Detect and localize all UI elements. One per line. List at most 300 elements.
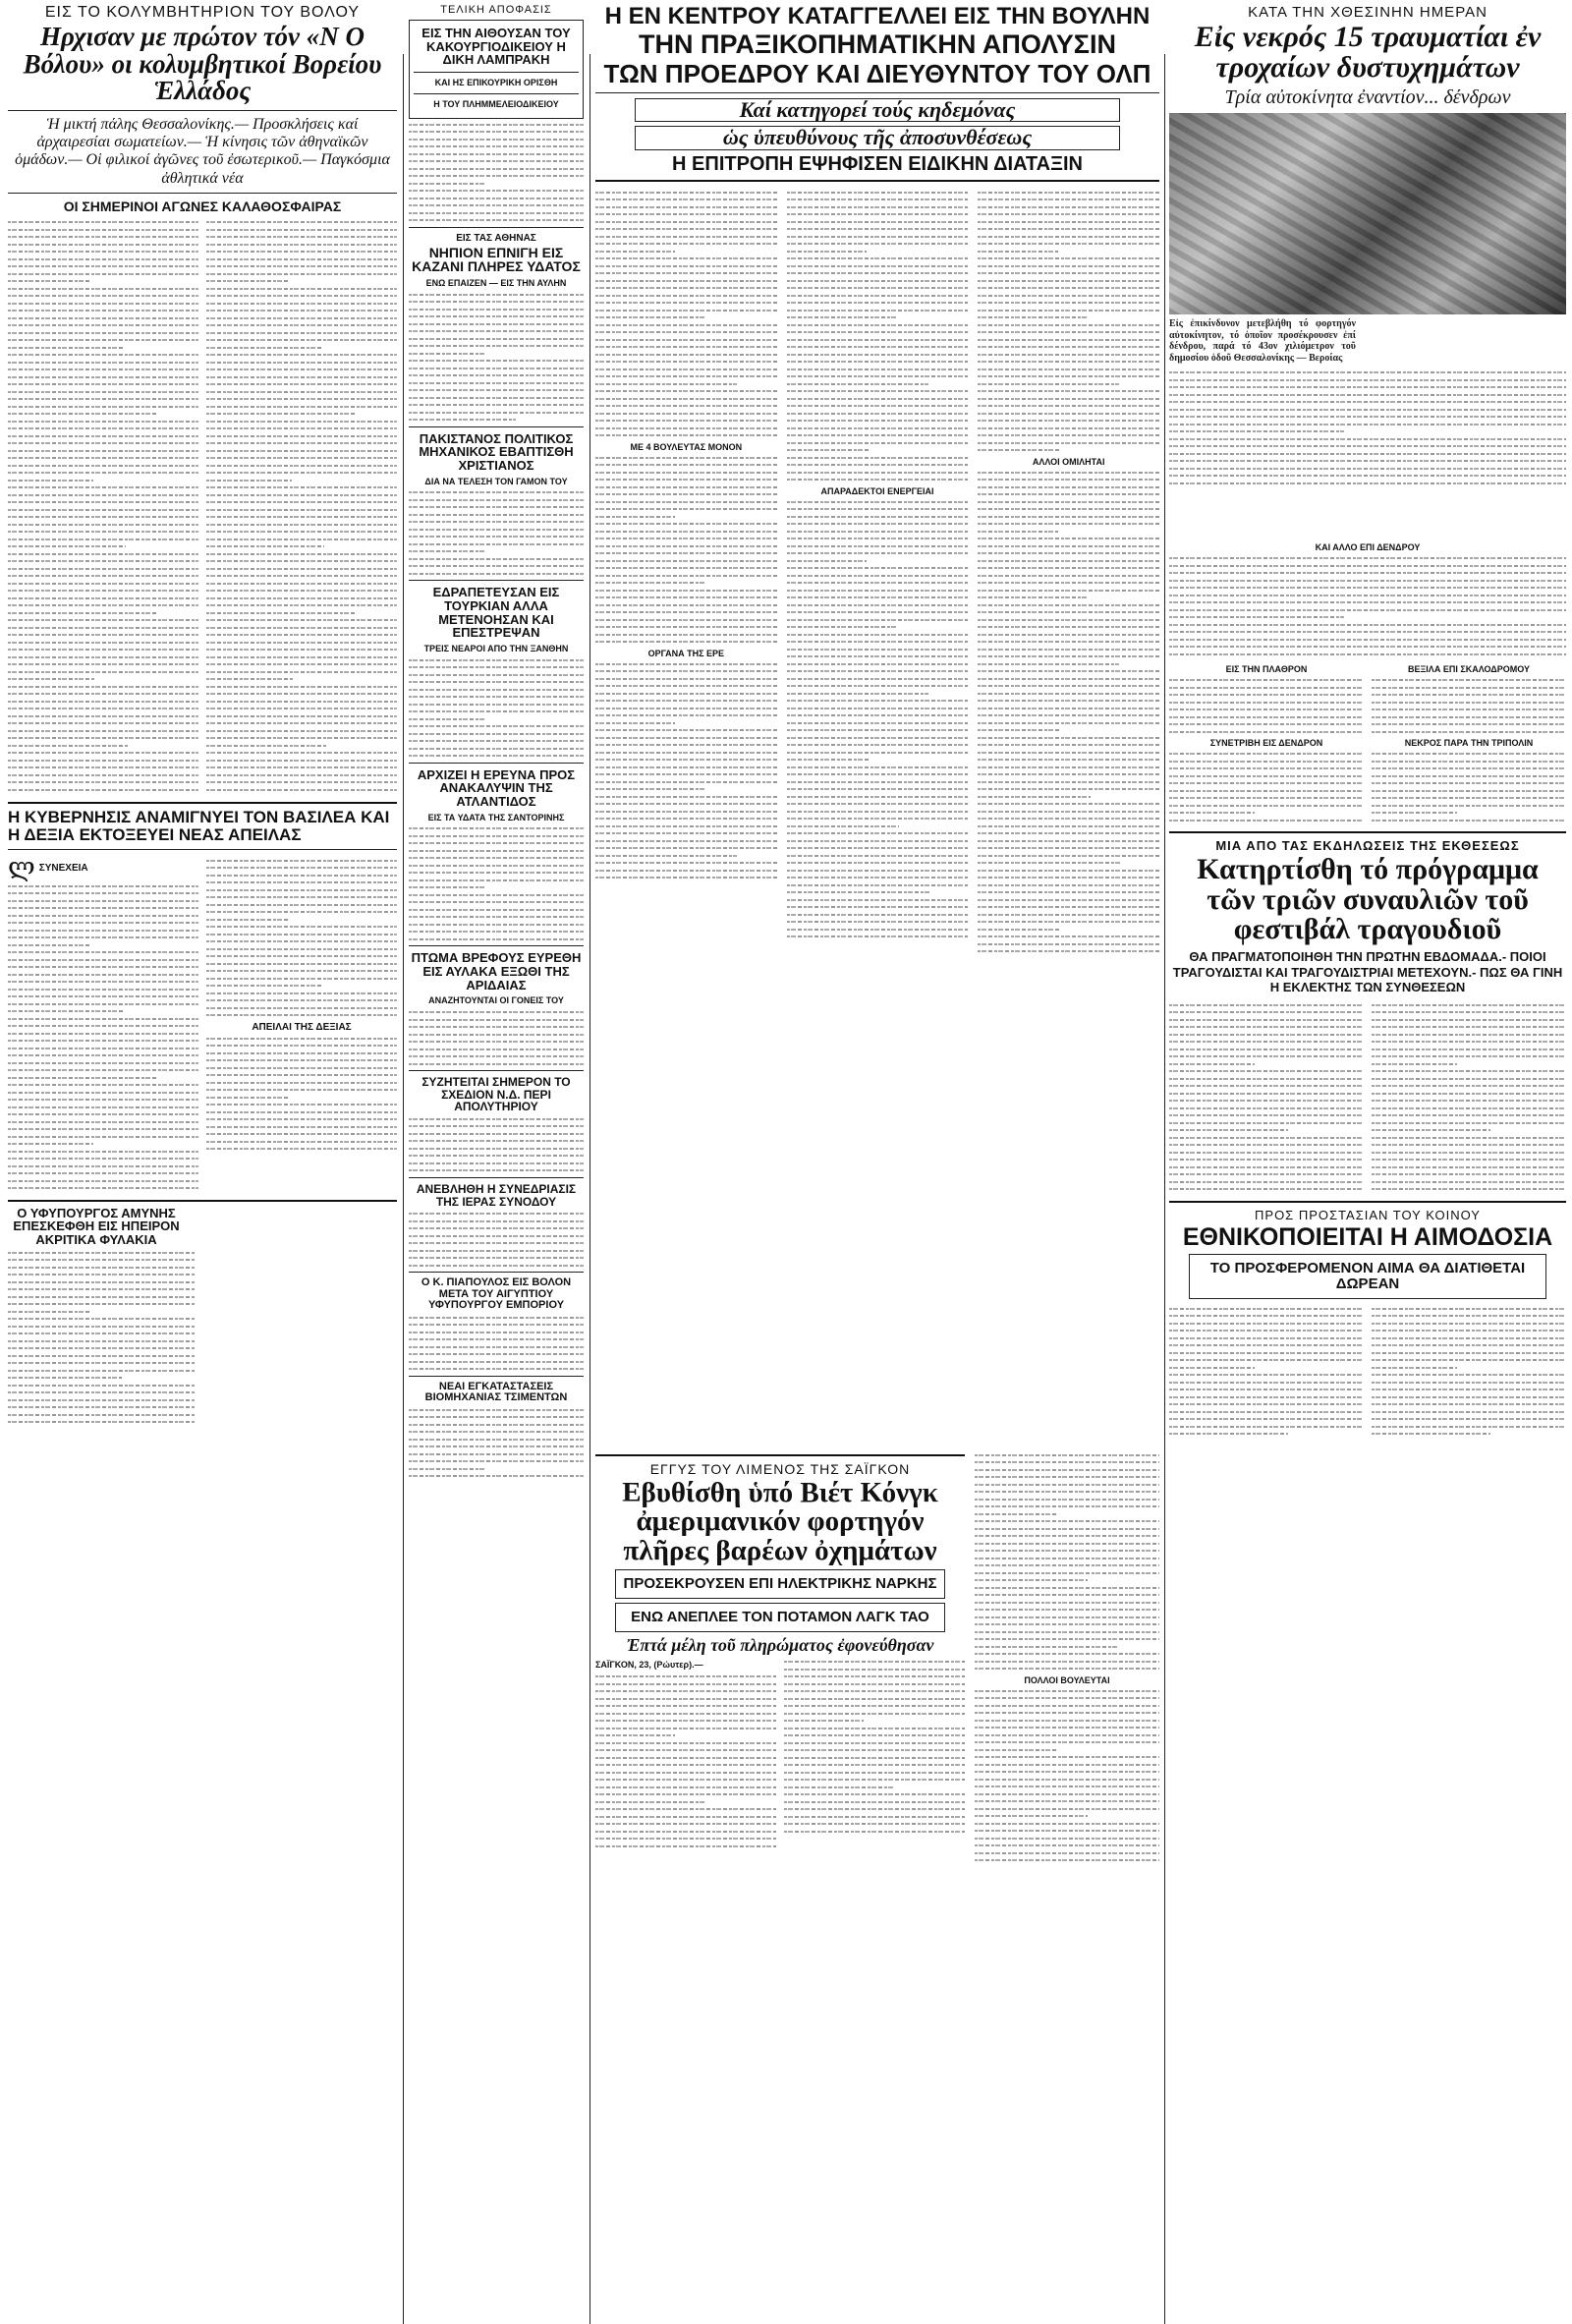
text-line: [787, 825, 899, 827]
text-line: [206, 538, 397, 540]
text-line: [595, 398, 777, 400]
text-line: [595, 251, 675, 253]
truck-crash-photo: [1169, 113, 1566, 314]
text-line: [978, 840, 1159, 842]
text-line: [8, 362, 198, 364]
text-line: [595, 1749, 776, 1751]
text-line: [787, 434, 969, 436]
text-line: [409, 190, 584, 192]
text-line: [1372, 1122, 1566, 1124]
text-line: [595, 766, 777, 768]
text-line: [409, 879, 584, 881]
text-line: [1169, 1367, 1255, 1369]
text-line: [8, 1288, 195, 1290]
text-line: [206, 875, 397, 877]
text-line: [8, 1318, 195, 1320]
text-line: [206, 619, 397, 621]
text-line: [206, 1097, 290, 1099]
text-line: [206, 693, 397, 695]
text-line: [595, 1734, 675, 1736]
text-line: [978, 538, 1159, 539]
text-line: [206, 752, 397, 754]
expo-kicker: ΜΙΑ ΑΠΟ ΤΑΣ ΕΚΔΗΛΩΣΕΙΣ ΤΗΣ ΕΚΘΕΣΕΩΣ: [1215, 838, 1520, 854]
baby-headline: ΝΗΠΙΟΝ ΕΠΝΙΓΗ ΕΙΣ ΚΑΖΑΝΙ ΠΛΗΡΕΣ ΥΔΑΤΟΣ: [412, 244, 581, 275]
text-line: [8, 1092, 198, 1094]
text-line: [595, 582, 706, 584]
text-line: [8, 332, 198, 334]
text-line: [787, 935, 969, 937]
text-line: [1169, 557, 1566, 559]
article-body-lines: [595, 1675, 776, 1847]
text-line: [975, 1793, 1159, 1795]
text-line: [8, 981, 198, 983]
text-line: [975, 1741, 1159, 1743]
text-line: [206, 730, 397, 732]
text-line: [595, 611, 777, 613]
text-line: [595, 221, 777, 223]
text-line: [595, 825, 777, 827]
text-line: [409, 1148, 584, 1150]
column-sports: [8, 0, 397, 2324]
article-body-lines: [787, 192, 969, 482]
text-line: [1372, 709, 1566, 710]
text-line: [409, 514, 584, 516]
text-line: [1169, 565, 1566, 567]
text-line: [595, 1742, 776, 1744]
text-line: [1372, 1367, 1457, 1369]
text-line: [1372, 1049, 1566, 1050]
text-line: [8, 413, 156, 415]
text-line: [206, 867, 397, 869]
text-line: [409, 842, 584, 844]
text-line: [787, 405, 969, 407]
text-line: [975, 1616, 1159, 1618]
text-line: [1169, 1004, 1364, 1006]
basketball-section: ΟΙ ΣΗΜΕΡΙΝΟΙ ΑΓΩΝΕΣ ΚΑΛΑΘΟΣΦΑΙΡΑΣ: [63, 198, 342, 215]
text-line: [8, 509, 198, 511]
text-line: [1372, 1181, 1566, 1183]
text-line: [1169, 1173, 1364, 1175]
text-line: [409, 1439, 584, 1441]
text-line: [595, 316, 706, 318]
text-line: [8, 406, 198, 408]
text-line: [1372, 723, 1566, 725]
text-line: [8, 457, 198, 459]
text-line: [409, 894, 584, 896]
text-line: [8, 671, 198, 673]
text-line: [1372, 1389, 1566, 1390]
article-body-lines: [1169, 557, 1566, 655]
text-line: [978, 501, 1159, 503]
text-line: [8, 531, 198, 533]
text-line: [8, 989, 198, 991]
text-line: [975, 1491, 1159, 1493]
text-line: [206, 766, 397, 768]
text-line: [787, 420, 969, 422]
text-line: [975, 1690, 1159, 1692]
text-line: [975, 1815, 1088, 1817]
text-line: [8, 1048, 198, 1049]
text-line: [595, 567, 777, 569]
minister-visit-headline: Ο Κ. ΠΙΑΠΟΥΛΟΣ ΕΙΣ ΒΟΛΟΝ ΜΕΤΑ ΤΟΥ ΑΙΓΥΠΤΙΟΥ ΥΦΥΠΟΥΡΓΟΥ ΕΜΠΟΡΙΟΥ: [421, 1276, 572, 1312]
text-line: [595, 832, 777, 834]
text-line: [8, 280, 91, 282]
text-line: [409, 219, 584, 221]
text-line: [8, 936, 198, 938]
crash-subhead: ΣΥΝΕΤΡΙΒΗ ΕΙΣ ΔΕΝΔΡΟΝ: [1209, 738, 1323, 749]
text-line: [787, 929, 969, 931]
text-line: [787, 516, 969, 518]
text-line: [1169, 595, 1566, 596]
text-line: [1169, 587, 1566, 589]
text-line: [8, 553, 198, 555]
text-line: [975, 1499, 1159, 1501]
text-line: [787, 390, 969, 392]
text-line: [595, 729, 777, 731]
text-line: [8, 435, 198, 437]
article-body-lines: [978, 472, 1159, 953]
text-line: [595, 538, 777, 539]
text-line: [409, 353, 485, 355]
text-line: [595, 265, 777, 267]
text-line: [206, 1052, 397, 1054]
text-line: [8, 737, 198, 739]
text-line: [206, 1045, 397, 1047]
text-line: [978, 575, 1159, 577]
text-line: [978, 567, 1159, 569]
text-line: [978, 811, 1159, 813]
text-line: [595, 464, 777, 466]
text-line: [787, 449, 869, 451]
text-line: [206, 904, 397, 906]
text-line: [595, 803, 777, 805]
text-line: [8, 480, 93, 482]
text-line: [409, 309, 584, 311]
text-line: [787, 508, 969, 510]
trial-box: [409, 20, 584, 119]
text-line: [1169, 790, 1364, 792]
text-line: [1169, 609, 1566, 611]
text-line: [595, 1728, 776, 1729]
text-line: [787, 243, 969, 245]
text-line: [787, 899, 969, 901]
text-line: [1372, 1323, 1566, 1325]
text-line: [787, 427, 969, 429]
text-line: [409, 1242, 584, 1244]
text-line: [206, 1104, 397, 1105]
text-line: [1169, 468, 1566, 470]
text-line: [206, 1118, 397, 1120]
text-line: [1372, 820, 1566, 822]
text-line: [8, 1347, 195, 1349]
text-line: [409, 901, 584, 903]
text-line: [409, 1118, 584, 1120]
text-line: [206, 362, 397, 364]
text-line: [595, 493, 777, 495]
text-line: [975, 1720, 1159, 1722]
text-line: [1169, 820, 1364, 822]
text-line: [1372, 1144, 1566, 1146]
text-line: [409, 931, 584, 933]
text-line: [787, 634, 969, 636]
text-line: [1372, 1403, 1566, 1405]
text-line: [1169, 646, 1566, 648]
text-line: [978, 405, 1159, 407]
text-line: [784, 1823, 965, 1825]
text-line: [978, 251, 1057, 253]
text-line: [8, 1340, 195, 1342]
infant-sub: ΑΝΑΖΗΤΟΥΝΤΑΙ ΟΙ ΓΟΝΕΙΣ ΤΟΥ: [428, 995, 564, 1006]
text-line: [8, 583, 198, 585]
text-line: [409, 886, 485, 888]
text-line: [595, 1698, 776, 1700]
text-line: [8, 251, 198, 253]
blood-kicker: ΠΡΟΣ ΠΡΟΣΤΑΣΙΑΝ ΤΟΥ ΚΟΙΝΟΥ: [1255, 1207, 1481, 1222]
text-line: [975, 1609, 1159, 1611]
text-line: [206, 612, 357, 614]
article-body-lines: [409, 1409, 584, 1478]
text-line: [409, 175, 584, 177]
text-line: [8, 686, 198, 688]
text-line: [1372, 1352, 1566, 1354]
text-line: [1372, 1026, 1566, 1028]
text-line: [978, 803, 1159, 805]
text-line: [595, 206, 777, 208]
text-line: [1169, 1433, 1288, 1435]
text-line: [784, 1793, 965, 1795]
text-line: [975, 1653, 1159, 1655]
text-line: [409, 1460, 584, 1462]
article-body-lines: [206, 860, 397, 1017]
text-line: [978, 641, 1159, 643]
text-line: [8, 538, 198, 540]
text-line: [595, 1675, 776, 1677]
text-line: [8, 545, 126, 547]
text-line: [409, 1409, 584, 1411]
sports-subhead: Ἡ μικτή πάλης Θεσσαλονίκης.— Προσκλήσεις καί ἀρχαιρεσίαι σωματείων.— Ἡ κίνησις τῶν ἀθηναϊκῶν ὁμάδων.— Οἱ φιλικοί ἀγῶνες τοῦ ἐσωτερικοῦ.— Παγκόσμια ἀθλητικά νέα: [15, 115, 390, 187]
text-line: [8, 730, 198, 732]
text-line: [978, 832, 1159, 834]
text-line: [1372, 812, 1457, 814]
text-line: [206, 486, 397, 488]
article-body-lines: [409, 294, 584, 422]
text-line: [595, 243, 777, 245]
text-line: [784, 1808, 965, 1810]
text-line: [206, 560, 397, 562]
text-line: [787, 221, 969, 223]
text-line: [409, 536, 584, 538]
text-line: [975, 1661, 1159, 1663]
text-line: [1169, 805, 1364, 807]
deputies-subhead: ΠΟΛΛΟΙ ΒΟΥΛΕΥΤΑΙ: [1024, 1674, 1110, 1685]
text-line: [206, 1014, 397, 1016]
text-line: [1169, 1315, 1364, 1317]
text-line: [1169, 1359, 1364, 1361]
text-line: [787, 855, 969, 857]
lead-headline-2: ΤΗΝ ΠΡΑΞΙΚΟΠΗΜΑΤΙΚΗΝ ΑΠΟΛΥΣΙΝ: [639, 29, 1116, 60]
text-line: [595, 472, 777, 474]
text-line: [787, 773, 969, 775]
text-line: [409, 1475, 584, 1477]
text-line: [787, 368, 969, 370]
text-line: [8, 560, 198, 562]
text-line: [8, 354, 198, 356]
text-line: [978, 759, 1159, 761]
text-line: [978, 708, 1159, 709]
ship-kicker: ΕΓΓΥΣ ΤΟΥ ΛΙΜΕΝΟΣ ΤΗΣ ΣΑΪΓΚΟΝ: [649, 1460, 911, 1477]
text-line: [1372, 1137, 1566, 1139]
lead-headline-3: ΤΩΝ ΠΡΟΕΔΡΟΥ ΚΑΙ ΔΙΕΥΘΥΝΤΟΥ ΤΟΥ ΟΛΠ: [603, 58, 1151, 88]
text-line: [787, 649, 969, 651]
text-line: [8, 907, 198, 909]
text-line: [206, 860, 397, 862]
text-line: [1372, 761, 1566, 763]
text-line: [1372, 1129, 1490, 1131]
text-line: [978, 545, 1159, 547]
text-line: [1169, 453, 1566, 455]
trial-headline: ΕΙΣ ΤΗΝ ΑΙΘΟΥΣΑΝ ΤΟΥ ΚΑΚΟΥΡΓΙΟΔΙΚΕΙΟΥ Η ΔΙΚΗ ΛΑΜΠΡΑΚΗ: [421, 26, 571, 68]
text-line: [206, 368, 397, 370]
text-line: [1169, 1323, 1364, 1325]
text-line: [8, 995, 198, 997]
text-line: [8, 701, 198, 703]
text-line: [595, 302, 777, 304]
text-line: [409, 1125, 584, 1127]
text-line: [8, 339, 198, 341]
article-body-lines: [978, 192, 1159, 452]
article-body-lines: [1169, 1004, 1364, 1191]
text-line: [978, 670, 1159, 672]
text-line: [1169, 460, 1566, 462]
article-body-lines: [409, 1213, 584, 1267]
text-line: [975, 1623, 1159, 1625]
text-line: [1169, 1063, 1255, 1065]
text-line: [1169, 624, 1566, 626]
text-line: [787, 744, 969, 746]
text-line: [787, 375, 969, 377]
text-line: [8, 244, 198, 246]
text-line: [8, 1077, 156, 1079]
text-line: [978, 192, 1159, 194]
text-line: [206, 889, 397, 891]
text-line: [975, 1859, 1159, 1861]
text-line: [787, 884, 969, 886]
text-line: [409, 153, 584, 155]
text-line: [787, 316, 898, 318]
text-line: [595, 700, 777, 702]
text-line: [787, 914, 969, 916]
text-line: [1169, 1308, 1364, 1310]
text-line: [409, 1338, 584, 1340]
text-line: [1169, 572, 1566, 574]
text-line: [206, 963, 397, 965]
text-line: [409, 1169, 584, 1171]
text-line: [409, 1049, 584, 1050]
text-line: [975, 1668, 1159, 1670]
text-line: [409, 1324, 584, 1326]
text-line: [975, 1564, 1159, 1566]
text-line: [595, 634, 777, 636]
text-line: [1372, 1315, 1566, 1317]
text-line: [1372, 753, 1566, 755]
text-line: [1169, 438, 1566, 440]
text-line: [1169, 430, 1344, 432]
text-line: [595, 722, 675, 724]
text-line: [595, 508, 777, 510]
text-line: [595, 516, 675, 518]
text-line: [978, 619, 1159, 621]
text-line: [8, 974, 198, 976]
text-line: [1372, 1159, 1566, 1161]
article-body-lines: [787, 501, 969, 938]
text-line: [1372, 1337, 1566, 1339]
text-line: [8, 656, 198, 658]
text-line: [8, 1062, 198, 1064]
text-line: [978, 383, 1119, 385]
text-line: [975, 1756, 1159, 1758]
text-line: [978, 921, 1159, 923]
text-line: [978, 700, 1159, 702]
text-line: [595, 552, 777, 554]
text-line: [978, 685, 1159, 687]
text-line: [595, 847, 777, 849]
text-line: [787, 523, 969, 525]
text-line: [1169, 694, 1364, 696]
text-line: [409, 1026, 584, 1028]
text-line: [8, 236, 198, 238]
text-line: [1372, 1004, 1566, 1006]
text-line: [1372, 1433, 1490, 1435]
text-line: [787, 870, 969, 872]
text-line: [8, 693, 198, 695]
atlantis-sub: ΕΙΣ ΤΑ ΥΔΑΤΑ ΤΗΣ ΣΑΝΤΟΡΙΝΗΣ: [427, 812, 565, 822]
text-line: [206, 604, 397, 606]
text-line: [8, 347, 124, 349]
text-line: [8, 465, 198, 467]
text-line: [206, 1059, 397, 1061]
text-line: [8, 951, 198, 953]
text-line: [787, 383, 928, 385]
text-line: [978, 493, 1159, 495]
text-line: [975, 1602, 1159, 1604]
text-line: [978, 847, 1159, 849]
text-line: [1169, 371, 1566, 373]
text-line: [595, 1683, 776, 1685]
text-line: [8, 944, 91, 946]
text-line: [787, 891, 930, 893]
text-line: [8, 634, 198, 636]
text-line: [975, 1520, 1159, 1522]
text-line: [784, 1728, 965, 1729]
answers-subhead: ΑΠΑΡΑΔΕΚΤΟΙ ΕΝΕΡΓΕΙΑΙ: [820, 485, 934, 496]
text-line: [409, 506, 584, 508]
text-line: [206, 671, 397, 673]
text-line: [787, 670, 969, 672]
text-line: [409, 573, 584, 575]
text-line: [784, 1675, 965, 1677]
text-line: [409, 360, 584, 362]
text-line: [8, 1414, 195, 1416]
text-line: [409, 1019, 584, 1021]
text-line: [978, 582, 1159, 584]
text-line: [1372, 1011, 1566, 1013]
text-line: [787, 722, 969, 724]
text-line: [409, 1034, 584, 1036]
text-line: [978, 265, 1159, 267]
text-line: [787, 862, 969, 864]
text-line: [409, 139, 584, 141]
article-body-lines: [595, 192, 777, 437]
